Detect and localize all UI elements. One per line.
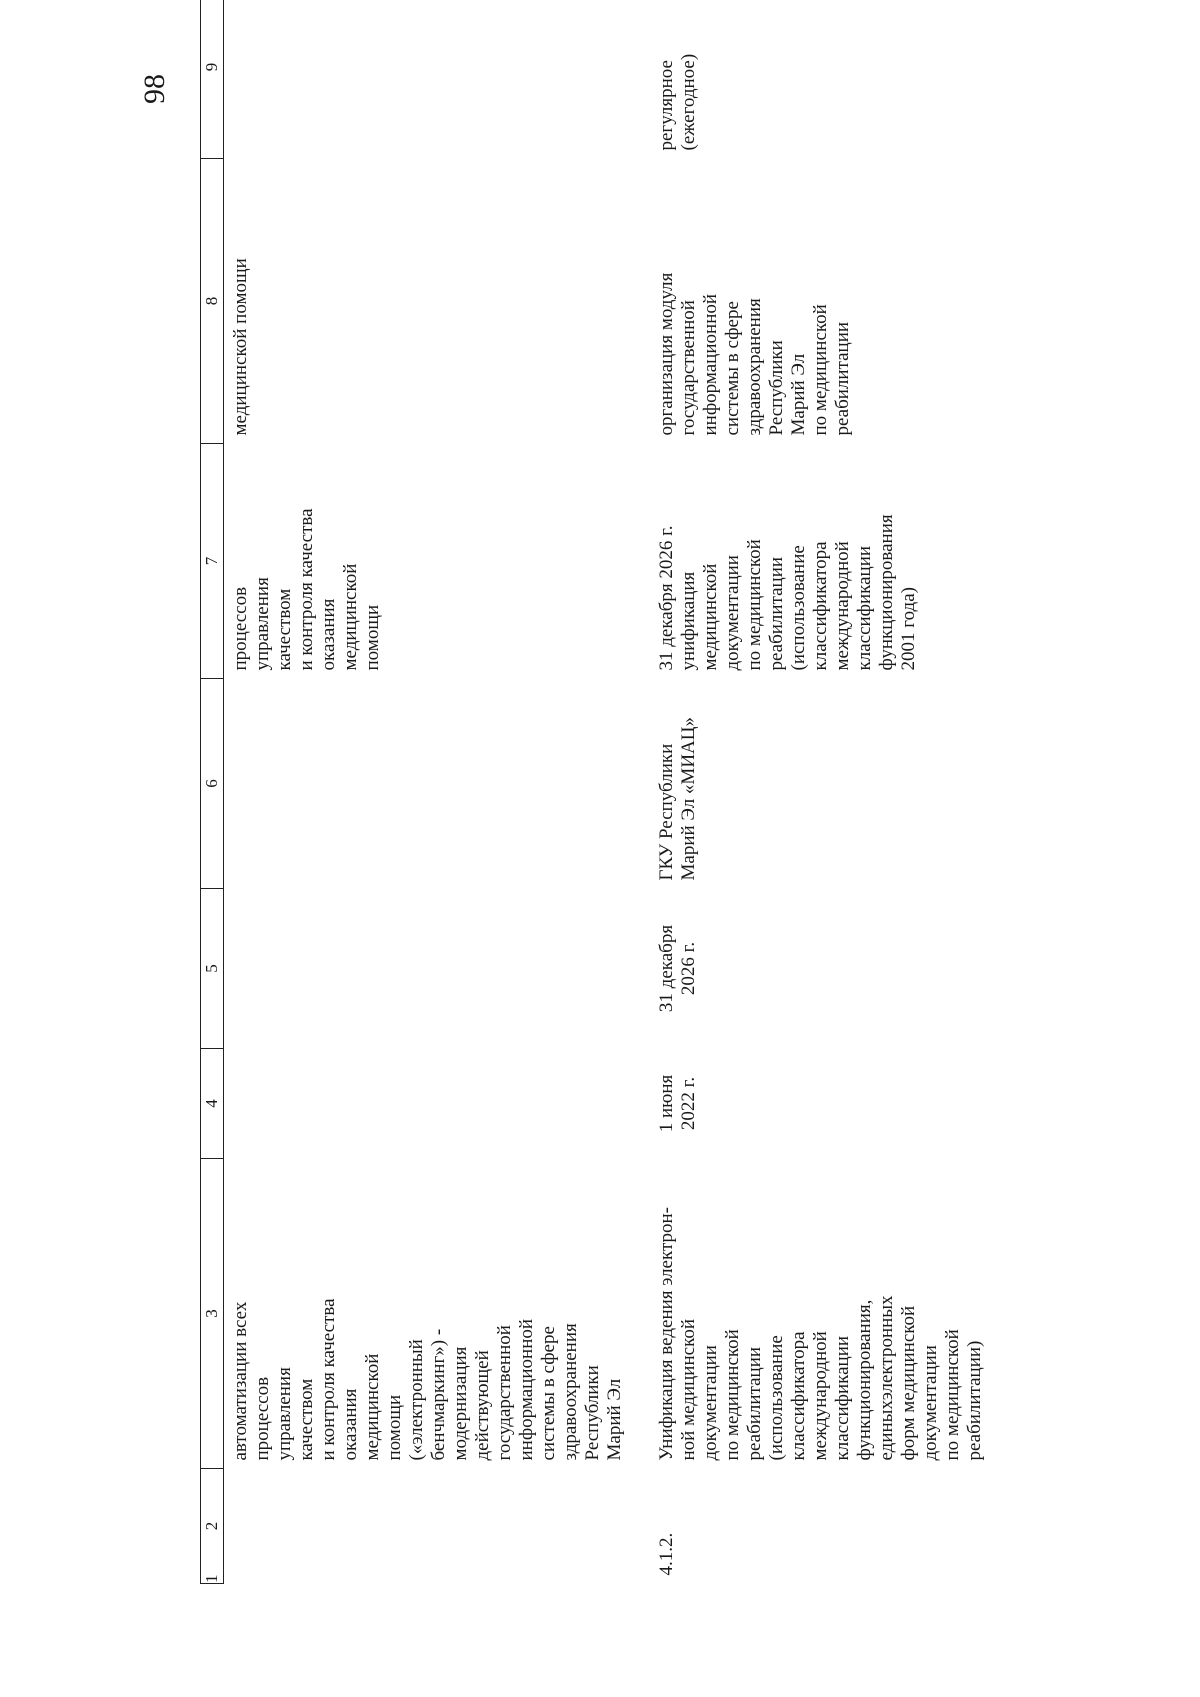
plan-table [200,0,986,1584]
column-header-6: 6 [201,679,224,889]
page-number: 98 [138,74,171,104]
column-header-7: 7 [201,444,224,679]
column-header-2: 2 [201,1469,224,1584]
rotated-page [138,53,985,1584]
table-row [650,0,986,1584]
cell-periodicity [224,0,651,159]
cell-activity: Унификация ведения электрон- ной медицинской документации по медицинской реабилитации (использование классификатора международной классификации функционирования, единыхэлектронных форм медицинской документации по медицинской реабилитации) [656,1206,985,1461]
cell-control-point: 31 декабря 2026 г. унификация медицинской документации по медицинской реабилитации (использование классификатора международной классификации функционирования 2001 года) [656,514,919,671]
cell-description: медицинской помощи [230,258,251,436]
table-row [224,0,651,1584]
column-header-4: 4 [201,1049,224,1159]
column-header-9: 9 [201,0,224,159]
cell-item-number [224,1469,651,1584]
column-header-8: 8 [201,159,224,444]
column-header-3: 3 [201,1159,224,1469]
cell-item-number: 4.1.2. [656,1532,677,1576]
cell-description: организация модуля государственной информационной системы в сфере здравоохранения Республики Марий Эл по медицинской реабилитации [656,272,853,436]
cell-periodicity: регулярное (ежегодное) [656,53,699,151]
cell-activity: автоматизации всех процессов управления качеством и контроля качества оказания медицинской помощи («электронный бенчмаркинг») - модернизация действующей государственной информационной системы в сфере здравоохранения Республики Марий Эл [230,1298,625,1461]
column-header-5: 5 [201,889,224,1049]
cell-responsible: ГКУ Республики Марий Эл «МИАЦ» [656,717,699,881]
cell-control-point: процессов управления качеством и контроля качества оказания медицинской помощи [230,508,383,671]
column-number-row: 1 2 3 4 5 6 7 8 9 [201,0,224,1584]
cell-end-date [224,889,651,1049]
cell-start-date [224,1049,651,1159]
cell-start-date: 1 июня 2022 г. [656,1074,699,1133]
cell-end-date: 31 декабря 2026 г. [656,924,699,1013]
cell-responsible [224,679,651,889]
